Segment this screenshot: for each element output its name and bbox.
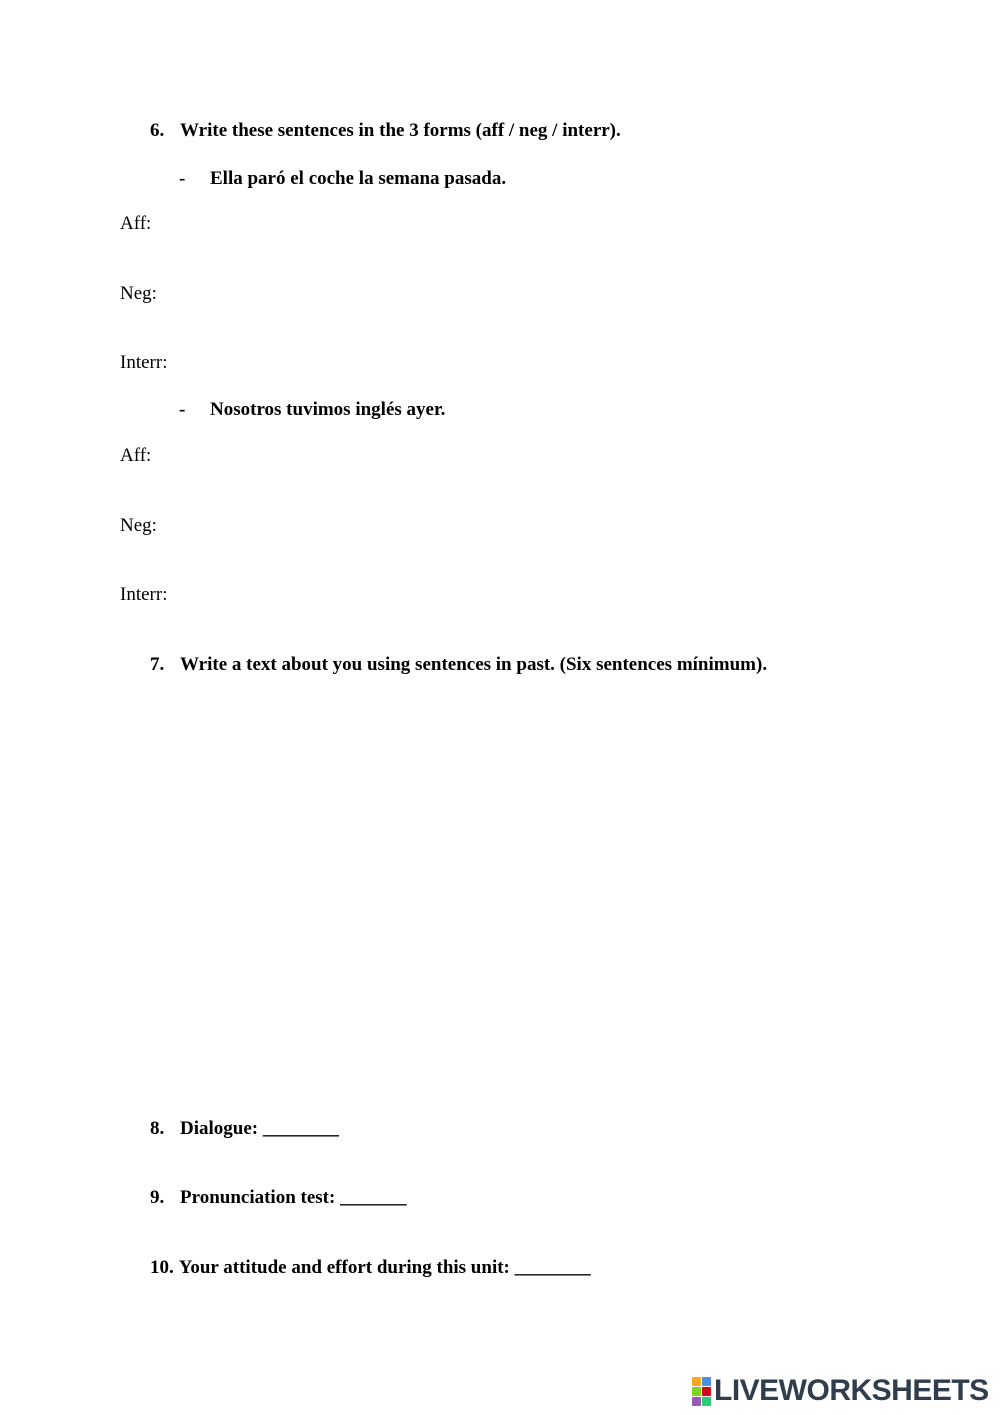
neg-label: Neg:	[120, 515, 157, 536]
dash-marker: -	[179, 399, 186, 420]
logo-text: LIVEWORKSHEETS	[714, 1374, 989, 1407]
sentence-item-1	[179, 168, 507, 190]
question-9	[150, 1187, 407, 1209]
question-6	[150, 120, 621, 142]
question-number: 7.	[150, 654, 165, 675]
question-7	[150, 654, 767, 676]
sentence-text: Ella paró el coche la semana pasada.	[210, 168, 507, 189]
aff-label: Aff:	[120, 445, 152, 466]
question-10	[150, 1257, 591, 1279]
sentence-item-2	[179, 399, 446, 421]
sentence-text: Nosotros tuvimos inglés ayer.	[210, 399, 446, 420]
question-text: Pronunciation test: _______	[180, 1187, 407, 1208]
question-text: Write a text about you using sentences in past. (Six sentences mínimum).	[180, 654, 768, 675]
question-text: Your attitude and effort during this unit: ________	[178, 1257, 591, 1278]
liveworksheets-logo	[692, 1376, 989, 1406]
neg-label: Neg:	[120, 283, 157, 304]
question-number: 9.	[150, 1187, 165, 1208]
question-number: 10.	[150, 1257, 174, 1278]
aff-label: Aff:	[120, 213, 152, 234]
question-text: Dialogue: ________	[180, 1118, 339, 1139]
liveworksheets-logo-icon	[692, 1377, 711, 1406]
interr-label: Interr:	[120, 584, 168, 605]
interr-label: Interr:	[120, 352, 168, 373]
dash-marker: -	[179, 168, 186, 189]
question-number: 6.	[150, 120, 165, 141]
question-number: 8.	[150, 1118, 165, 1139]
question-8	[150, 1118, 339, 1140]
question-text: Write these sentences in the 3 forms (aff / neg / interr).	[180, 120, 621, 141]
